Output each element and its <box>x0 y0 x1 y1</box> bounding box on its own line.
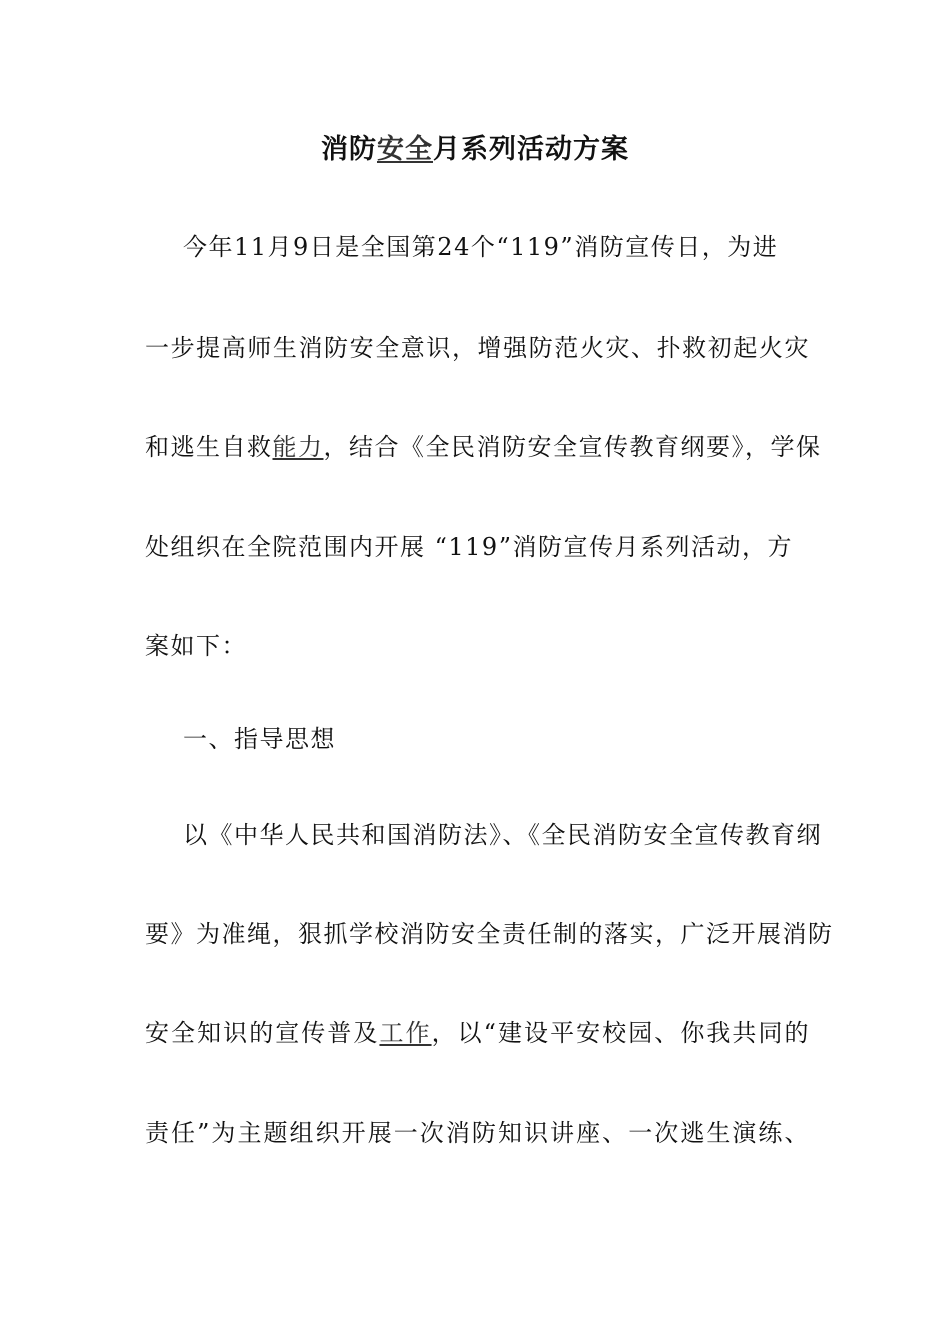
paragraph-guiding-line-4: 责任”为主题组织开展一次消防知识讲座、一次逃生演练、 <box>145 1119 810 1147</box>
paragraph-guiding-line-3 <box>145 1013 810 1053</box>
line-3-text-start: 和逃生自救 <box>145 433 273 461</box>
title-text-end: 月系列活动方案 <box>433 134 629 165</box>
paragraph-intro-line-1: 今年11月9日是全国第24个“119”消防宣传日，为进 <box>183 233 779 261</box>
paragraph-guiding-line-2: 要》为准绳，狠抓学校消防安全责任制的落实，广泛开展消防 <box>145 920 834 948</box>
ability-link[interactable]: 能力 <box>272 433 324 461</box>
paragraph-guiding-line-1: 以《中华人民共和国消防法》、《全民消防安全宣传教育纲 <box>183 821 822 849</box>
work-link[interactable]: 工作 <box>379 1019 432 1047</box>
paragraph-intro-line-3 <box>145 427 822 467</box>
paragraph-intro-line-2: 一步提高师生消防安全意识，增强防范火灾、扑救初起火灾 <box>145 334 810 362</box>
line-9-text-end: ，以“建设平安校园、你我共同的 <box>431 1019 811 1047</box>
line-9-text-start: 安全知识的宣传普及 <box>145 1019 380 1047</box>
line-3-text-end: ，结合《全民消防安全宣传教育纲要》，学保 <box>323 433 822 461</box>
section-heading-guiding-idea: 一、指导思想 <box>183 725 336 753</box>
document-title <box>0 128 950 172</box>
paragraph-intro-line-4: 处组织在全院范围内开展 “119”消防宣传月系列活动，方 <box>145 533 793 561</box>
paragraph-intro-line-5: 案如下： <box>145 632 247 660</box>
title-text-start: 消防 <box>321 134 377 165</box>
title-safety-link[interactable]: 安全 <box>377 134 433 165</box>
